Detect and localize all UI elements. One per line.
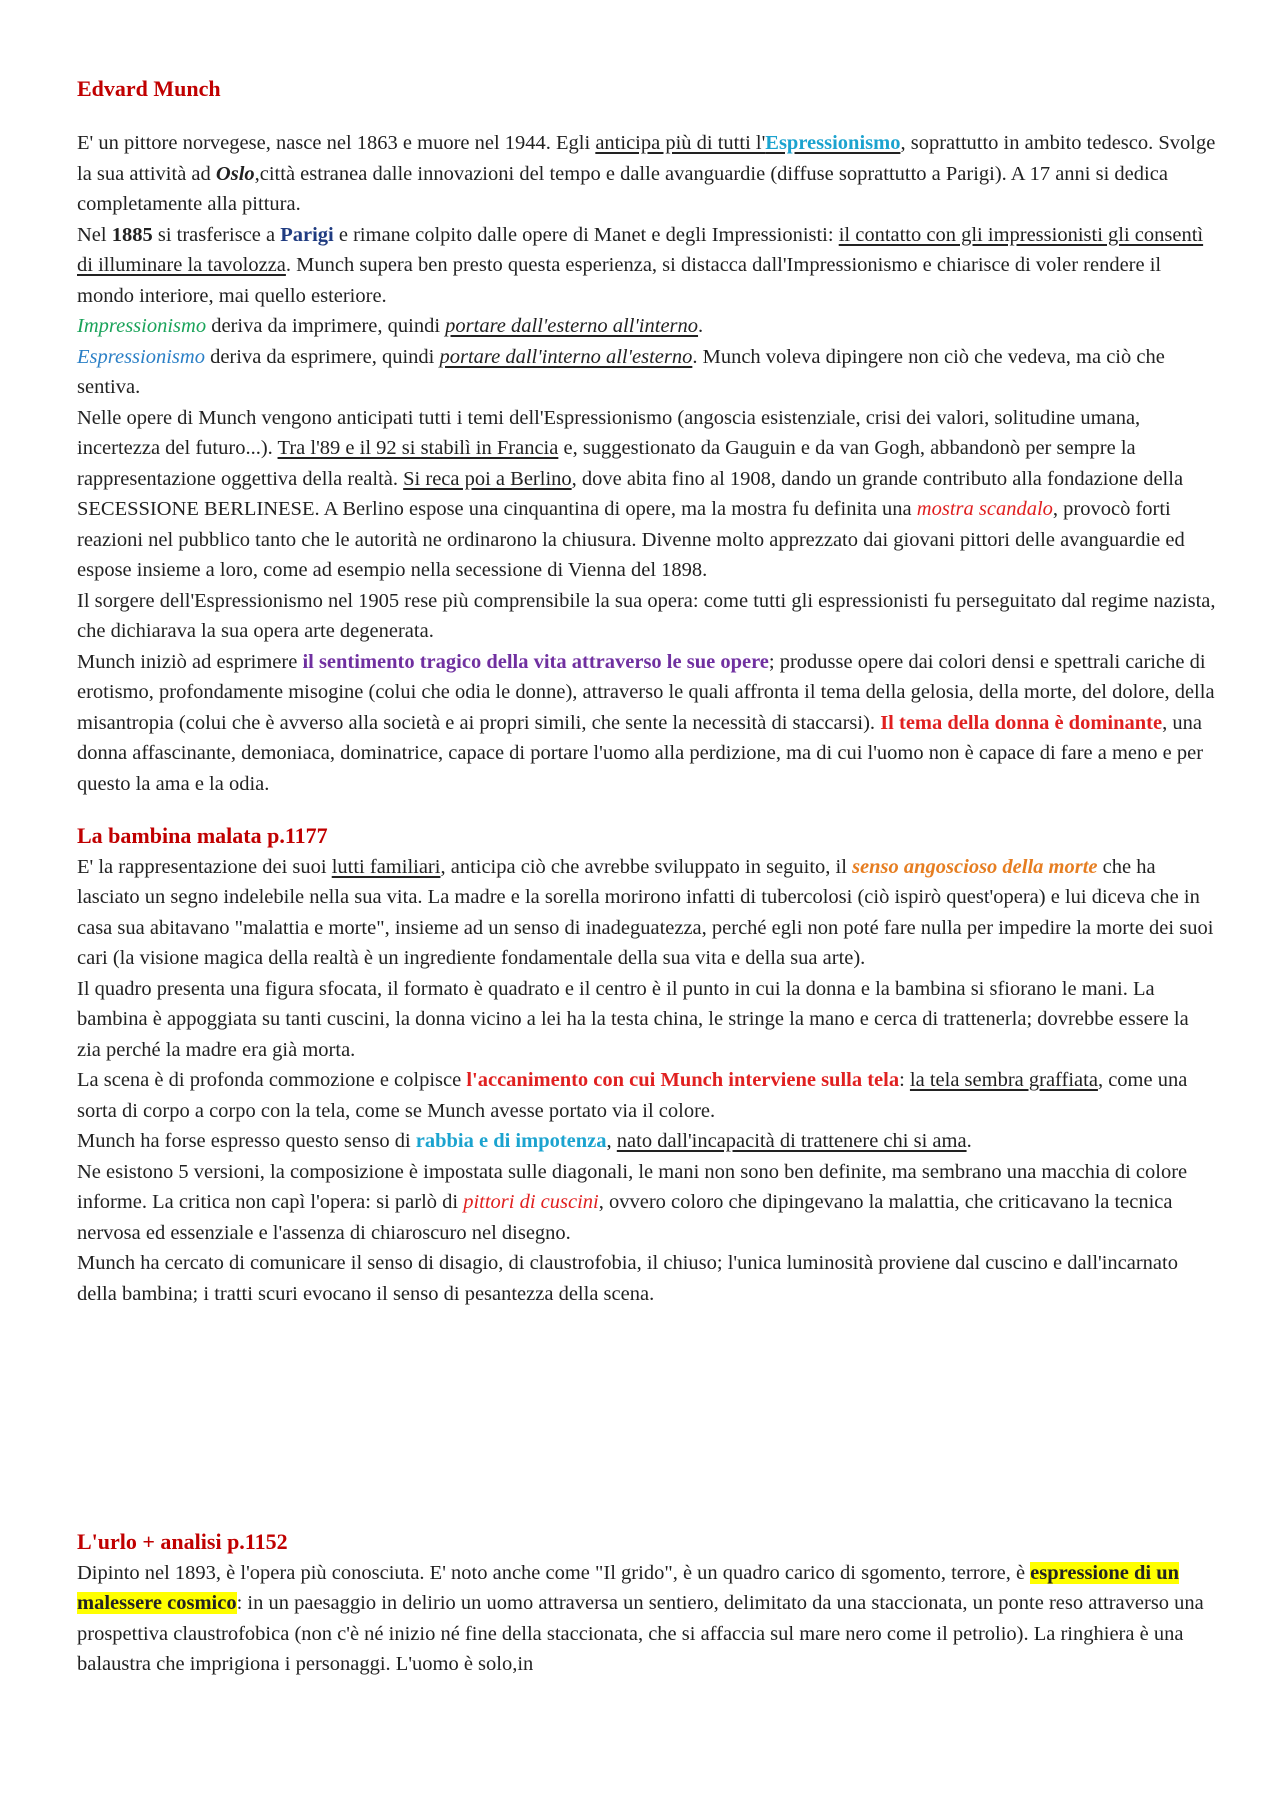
bambina-paragraph-6: Munch ha cercato di comunicare il senso di disagio, di claustrofobia, il chiuso; l'unica luminosità proviene dal cuscino e dall'incarnato della bambina; i tratti scuri evocano il senso di pesantezza della scena. — [77, 1252, 1178, 1305]
text: deriva da imprimere, quindi — [206, 315, 446, 337]
text: , come una sorta di corpo a corpo con la tela, come se Munch avesse portato via il colore. — [77, 1069, 1188, 1122]
espressionismo-highlight: Espressionismo — [765, 132, 901, 154]
intro-paragraph-2 — [77, 220, 1217, 312]
text: E' la rappresentazione dei suoi — [77, 855, 332, 878]
text: : in un paesaggio in delirio un uomo attraversa un sentiero, delimitato da una staccionata, un ponte reso attraverso una prospettiva claustrofobica (non c'è né inizio né fine della staccionata, che si affaccia sul mare nero come il petrolio). La ringhiera è una balaustra che imprigiona i personaggi. L'uomo è solo,in — [77, 1592, 1204, 1675]
section-heading-urlo: L'urlo + analisi p.1152 — [77, 1529, 288, 1554]
underlined-phrase: Tra l'89 e il 92 si stabilì in Francia — [277, 437, 559, 459]
text: , ovvero coloro che dipingevano la malattia, che criticavano la tecnica nervosa ed essenziale e l'assenza di chiaroscuro nel disegno. — [77, 1191, 1173, 1244]
text: che ha lasciato un segno indelebile nella sua vita. La madre e la sorella morirono infatti di tubercolosi (ciò ispirò quest'opera) e lui diceva che in casa sua abitavano "malattia e morte", insieme ad un senso di inadeguatezza, perché egli non poté fare nulla per impedire la morte dei suoi cari (la visione magica della realtà è un ingrediente fondamentale della sua vita e della sua arte). — [77, 855, 1214, 969]
text: . — [966, 1130, 972, 1152]
text: , una donna affascinante, demoniaca, dominatrice, capace di portare l'uomo alla perdizione, ma di cui l'uomo non è capace di fare a meno e per questo la ama e la odia. — [77, 711, 1204, 795]
underlined-phrase — [595, 132, 900, 154]
bambina-paragraph-2: Il quadro presenta una figura sfocata, il formato è quadrato e il centro è il punto in cui la donna e la bambina si sfiorano le mani. La bambina è appoggiata su tanti cuscini, la donna vicino a lei ha la testa china, le stringe la mano e cerca di trattenerla; dovrebbe essere la zia perché la madre era già morta. — [77, 977, 1189, 1061]
text: si trasferisce a — [152, 223, 281, 246]
text: Dipinto nel 1893, è l'opera più conosciuta. E' noto anche come "Il grido", è un quadro carico di sgomento, terrore, è — [77, 1561, 1031, 1584]
text: , — [606, 1130, 617, 1152]
underlined-phrase: la tela sembra graffiata — [909, 1069, 1098, 1091]
text: deriva da esprimere, quindi — [204, 345, 440, 368]
spacer — [77, 1309, 1217, 1527]
text: Ne esistono 5 versioni, la composizione è impostata sulle diagonali, le mani non sono ben definite, ma sembrano una macchia di colore informe. La critica non capì l'opera: si parlò di — [77, 1160, 1188, 1213]
espressionismo-term: Espressionismo — [77, 345, 205, 368]
text: anticipa più di tutti l' — [595, 132, 766, 154]
text: , anticipa ciò che avrebbe sviluppato in seguito, il — [440, 855, 853, 878]
text: E' un pittore norvegese, nasce nel 1863 e muore nel 1944. Egli — [77, 132, 596, 154]
text: : — [899, 1069, 910, 1091]
intro-paragraph-5 — [77, 403, 1217, 586]
intro-paragraph-6: Il sorgere dell'Espressionismo nel 1905 rese più comprensibile la sua opera: come tutti gli espressionisti fu perseguitato dal regime nazista, che dichiarava la sua opera arte degenerata. — [77, 589, 1216, 642]
text: Munch ha forse espresso questo senso di — [77, 1130, 416, 1152]
intro-paragraph-4 — [77, 342, 1217, 403]
yellow-highlight: espressione di un malessere cosmico — [77, 1561, 1180, 1614]
spacer — [77, 799, 1217, 821]
pittori-di-cuscini-emphasis: pittori di cuscini — [463, 1191, 599, 1213]
page-title: Edvard Munch — [77, 76, 221, 101]
bambina-paragraph-5 — [77, 1157, 1217, 1249]
text: Nel — [77, 223, 112, 246]
mostra-scandalo-emphasis: mostra scandalo — [916, 498, 1053, 520]
parigi-emphasis: Parigi — [280, 223, 334, 246]
text: La scena è di profonda commozione e colpisce — [77, 1069, 467, 1091]
underlined-phrase: lutti familiari — [331, 855, 441, 878]
impressionismo-term: Impressionismo — [77, 315, 207, 337]
text: ,città estranea dalle innovazioni del tempo e dalle avanguardie (diffuse soprattutto a Parigi). A 17 anni si dedica completamente alla pittura. — [77, 162, 1168, 215]
intro-paragraph-3 — [77, 311, 1217, 342]
bambina-paragraph-1 — [77, 852, 1217, 974]
underlined-phrase: nato dall'incapacità di trattenere chi si ama — [616, 1130, 967, 1152]
underlined-phrase: portare dall'interno all'esterno — [439, 345, 693, 368]
underlined-phrase: Si reca poi a Berlino — [403, 467, 572, 490]
text: Nelle opere di Munch vengono anticipati tutti i temi dell'Espressionismo (angoscia esistenziale, crisi dei valori, solitudine umana, incertezza del futuro...). — [77, 406, 1141, 459]
section-heading-bambina: La bambina malata p.1177 — [77, 823, 328, 848]
text: Munch iniziò ad esprimere — [77, 650, 303, 673]
text: e rimane colpito dalle opere di Manet e degli Impressionisti: — [333, 223, 839, 246]
blue-emphasis: rabbia e di impotenza — [415, 1130, 607, 1152]
oslo-emphasis: Oslo — [215, 162, 255, 185]
intro-paragraph-7 — [77, 647, 1217, 800]
text: , provocò forti reazioni nel pubblico tanto che le autorità ne ordinarono la chiusura. Divenne molto apprezzato dai giovani pittori delle avanguardie ed espose insieme a loro, come ad esempio nella secessione di Vienna del 1898. — [77, 498, 1185, 581]
intro-paragraph-1 — [77, 128, 1217, 220]
text: , soprattutto in ambito tedesco. Svolge la sua attività ad — [77, 132, 1216, 185]
bambina-paragraph-3 — [77, 1065, 1217, 1126]
red-emphasis: l'accanimento con cui Munch interviene sulla tela — [466, 1069, 900, 1091]
underlined-phrase: portare dall'esterno all'interno — [445, 315, 699, 337]
year-emphasis: 1885 — [111, 223, 153, 246]
text: ; produsse opere dai colori densi e spettrali cariche di erotismo, profondamente misogine (colui che odia le donne), attraverso le quali affronta il tema della gelosia, della morte, del dolore, della misantropia (colui che è avverso alla società e ai propri simili, che sente la necessità di staccarsi). — [77, 650, 1215, 734]
red-emphasis: Il tema della donna è dominante — [880, 711, 1163, 734]
text: . — [698, 315, 704, 337]
text: . Munch supera ben presto questa esperienza, si distacca dall'Impressionismo e chiarisce di voler rendere il mondo interiore, mai quello esteriore. — [77, 254, 1162, 307]
text: e, suggestionato da Gauguin e da van Gogh, abbandonò per sempre la rappresentazione oggettiva della realtà. — [77, 437, 1136, 490]
document-page — [77, 72, 1217, 1680]
bambina-paragraph-4 — [77, 1126, 1217, 1157]
urlo-paragraph-1 — [77, 1558, 1217, 1680]
underlined-phrase: il contatto con gli impressionisti gli consentì di illuminare la tavolozza — [77, 223, 1204, 276]
text: . Munch voleva dipingere non ciò che vedeva, ma ciò che sentiva. — [77, 345, 1165, 398]
text: , dove abita fino al 1908, dando un grande contributo alla fondazione della SECESSIONE BERLINESE. A Berlino espose una cinquantina di opere, ma la mostra fu definita una — [77, 467, 1184, 520]
orange-emphasis: senso angoscioso della morte — [852, 855, 1098, 878]
purple-emphasis: il sentimento tragico della vita attraverso le sue opere — [302, 650, 769, 673]
